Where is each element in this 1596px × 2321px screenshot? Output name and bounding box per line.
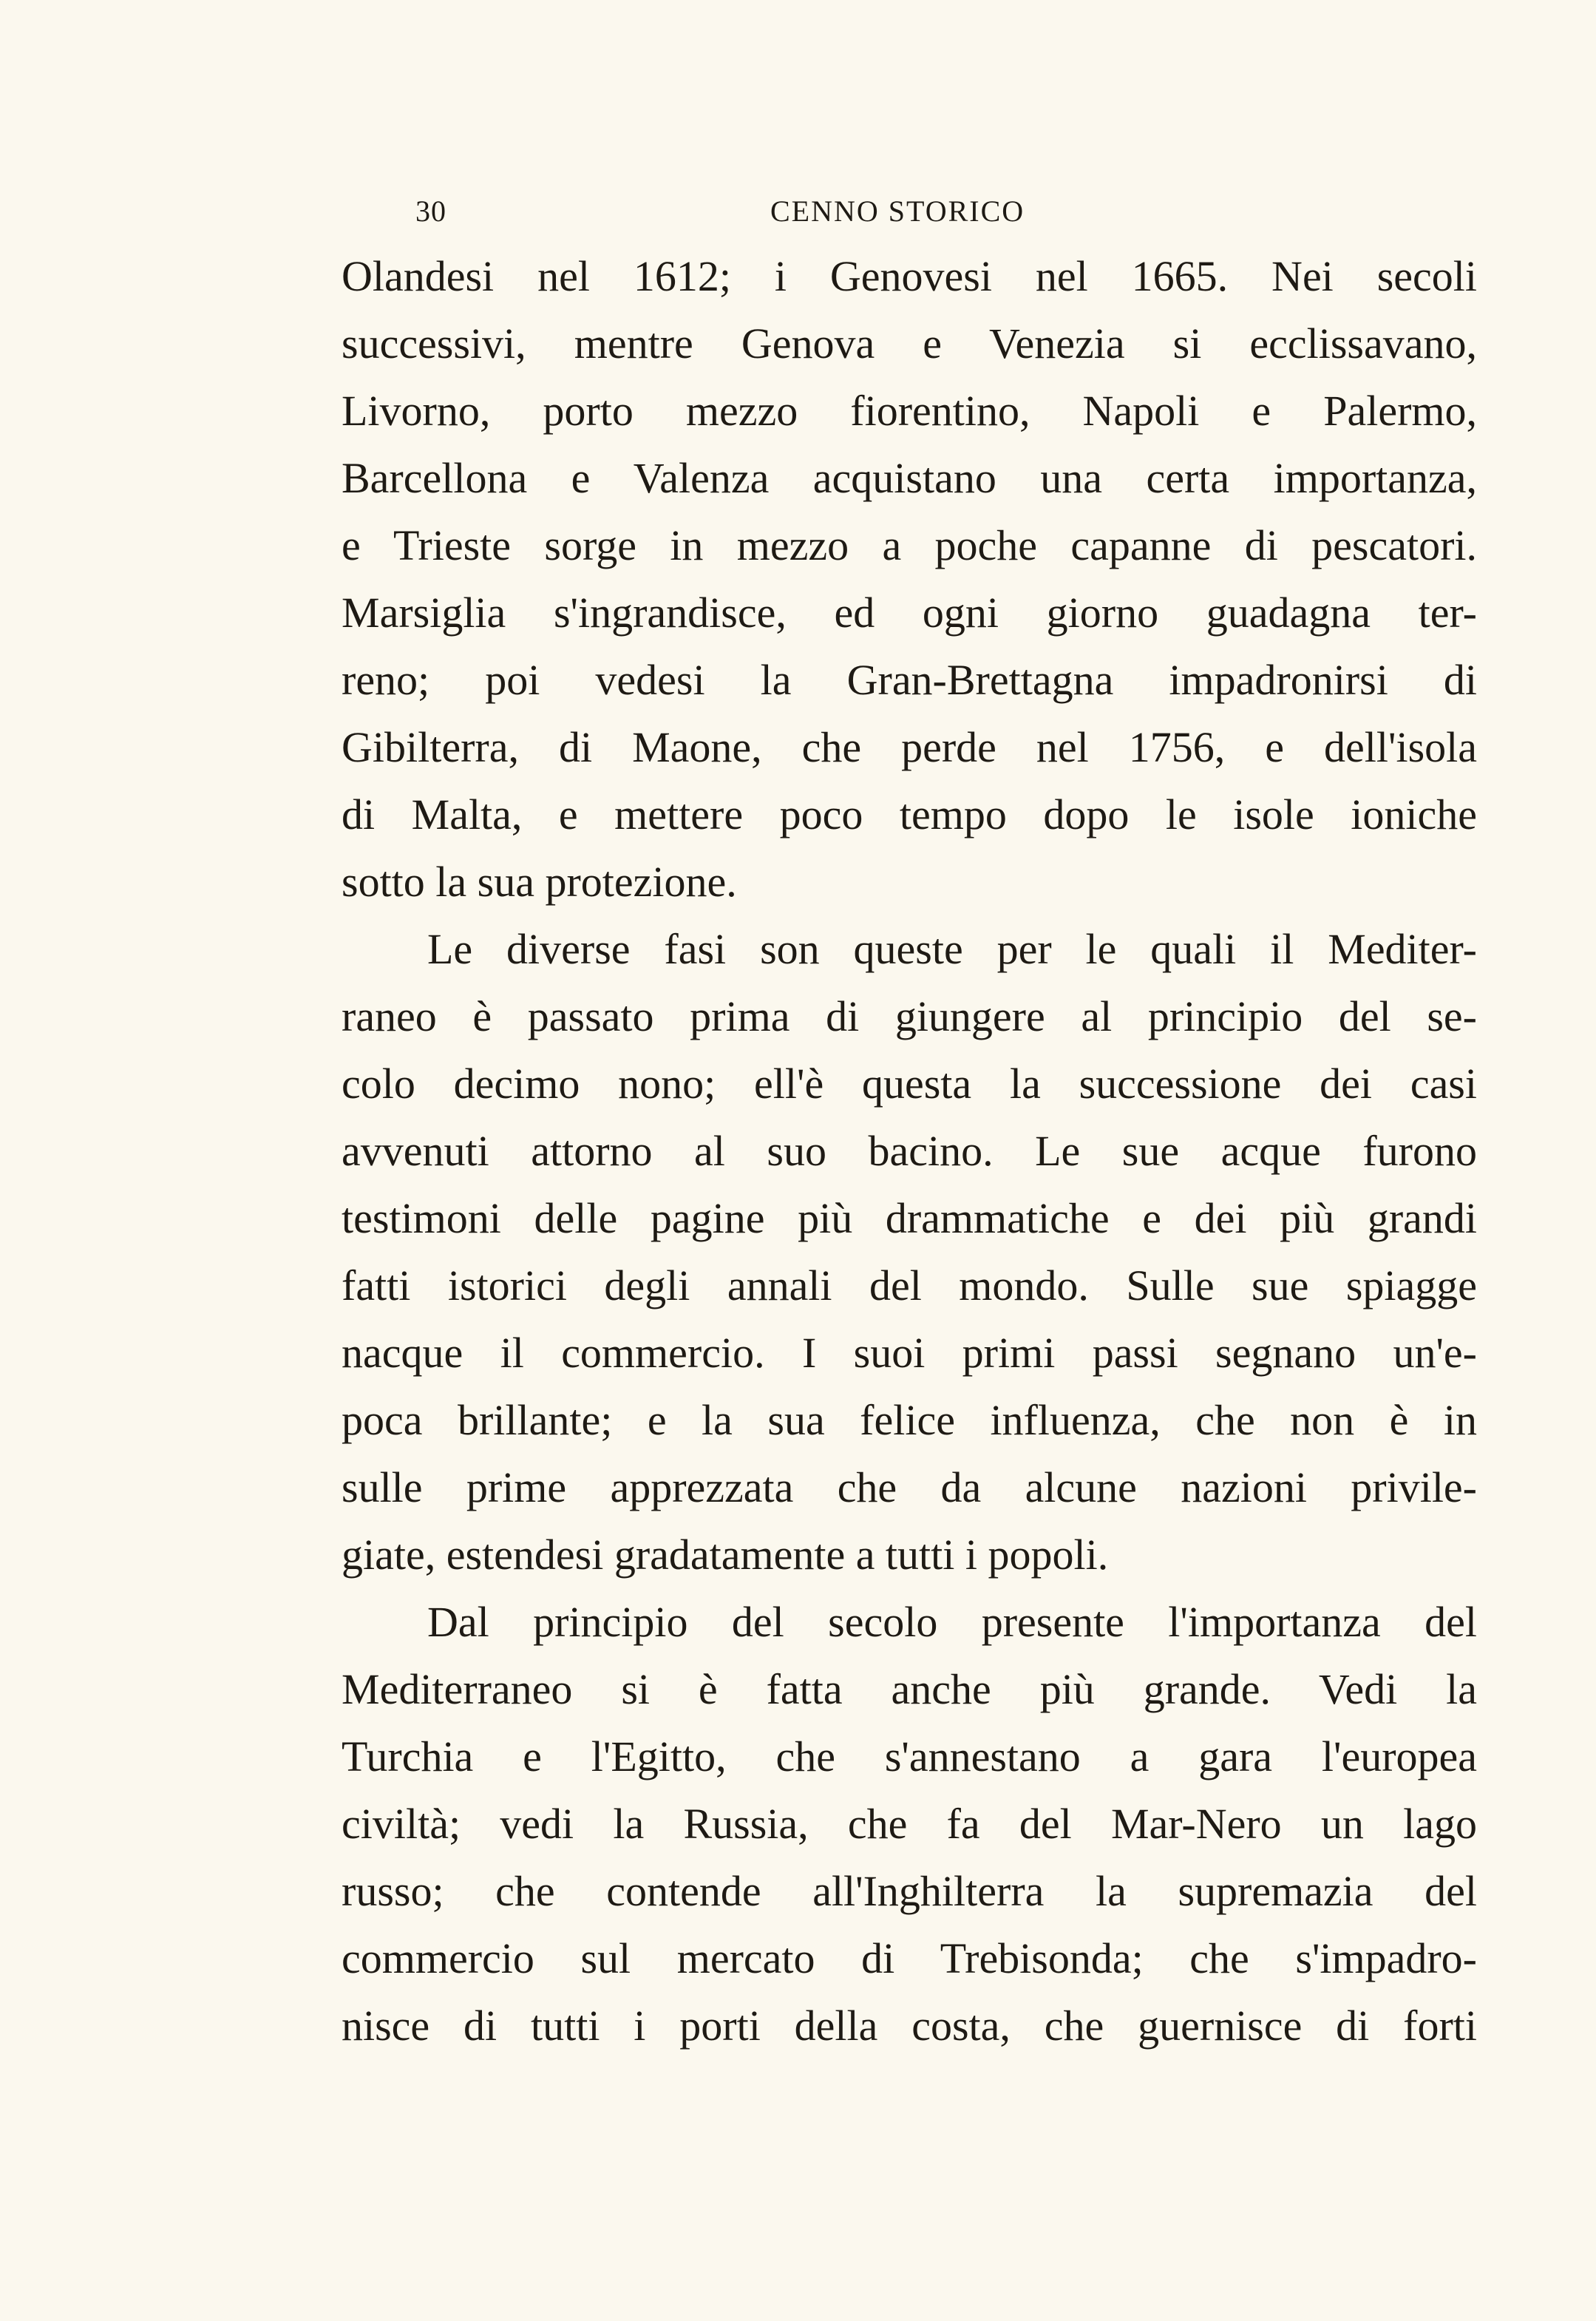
text-line: avvenuti attorno al suo bacino. Le sue acque furono xyxy=(342,1127,1477,1175)
text-line: e Trieste sorge in mezzo a poche capanne di pescatori. xyxy=(342,521,1477,569)
text-line: nisce di tutti i porti della costa, che guernisce di forti xyxy=(342,2002,1477,2050)
text-line: di Malta, e mettere poco tempo dopo le isole ioniche xyxy=(342,790,1477,838)
text-line: Olandesi nel 1612; i Genovesi nel 1665. Nei secoli xyxy=(342,252,1477,300)
text-line: Gibilterra, di Maone, che perde nel 1756, e dell'isola xyxy=(342,723,1477,771)
text-line: successivi, mentre Genova e Venezia si ecclissavano, xyxy=(342,319,1477,367)
text-line: colo decimo nono; ell'è questa la successione dei casi xyxy=(342,1060,1477,1108)
text-line: commercio sul mercato di Trebisonda; che s'impadro- xyxy=(342,1934,1477,1982)
text-line: russo; che contende all'Inghilterra la supremazia del xyxy=(342,1867,1477,1915)
text-line: testimoni delle pagine più drammatiche e dei più grandi xyxy=(342,1194,1477,1242)
text-line: nacque il commercio. I suoi primi passi segnano un'e- xyxy=(342,1329,1477,1377)
text-line: civiltà; vedi la Russia, che fa del Mar-Nero un lago xyxy=(342,1800,1477,1848)
body-text xyxy=(342,243,1477,2059)
page-number: 30 xyxy=(415,194,446,228)
text-line: poca brillante; e la sua felice influenza, che non è in xyxy=(342,1396,1477,1444)
text-line: Livorno, porto mezzo fiorentino, Napoli e Palermo, xyxy=(342,387,1477,435)
text-line: giate, estendesi gradatamente a tutti i popoli. xyxy=(342,1531,1109,1579)
text-line: reno; poi vedesi la Gran-Brettagna impadronirsi di xyxy=(342,656,1477,704)
text-line: Mediterraneo si è fatta anche più grande. Vedi la xyxy=(342,1665,1477,1713)
paragraph-first-line: Le diverse fasi son queste per le quali il Mediter- xyxy=(427,925,1477,973)
text-line: sotto la sua protezione. xyxy=(342,858,737,906)
text-line: raneo è passato prima di giungere al principio del se- xyxy=(342,992,1477,1040)
running-head xyxy=(342,194,1477,238)
text-line: Barcellona e Valenza acquistano una certa importanza, xyxy=(342,454,1477,502)
paragraph-first-line: Dal principio del secolo presente l'importanza del xyxy=(427,1598,1477,1646)
text-line: sulle prime apprezzata che da alcune nazioni privile- xyxy=(342,1463,1477,1511)
text-line: fatti istorici degli annali del mondo. Sulle sue spiagge xyxy=(342,1261,1477,1309)
running-title: CENNO STORICO xyxy=(770,194,1025,228)
text-line: Turchia e l'Egitto, che s'annestano a gara l'europea xyxy=(342,1732,1477,1780)
text-line: Marsiglia s'ingrandisce, ed ogni giorno guadagna ter- xyxy=(342,589,1477,637)
